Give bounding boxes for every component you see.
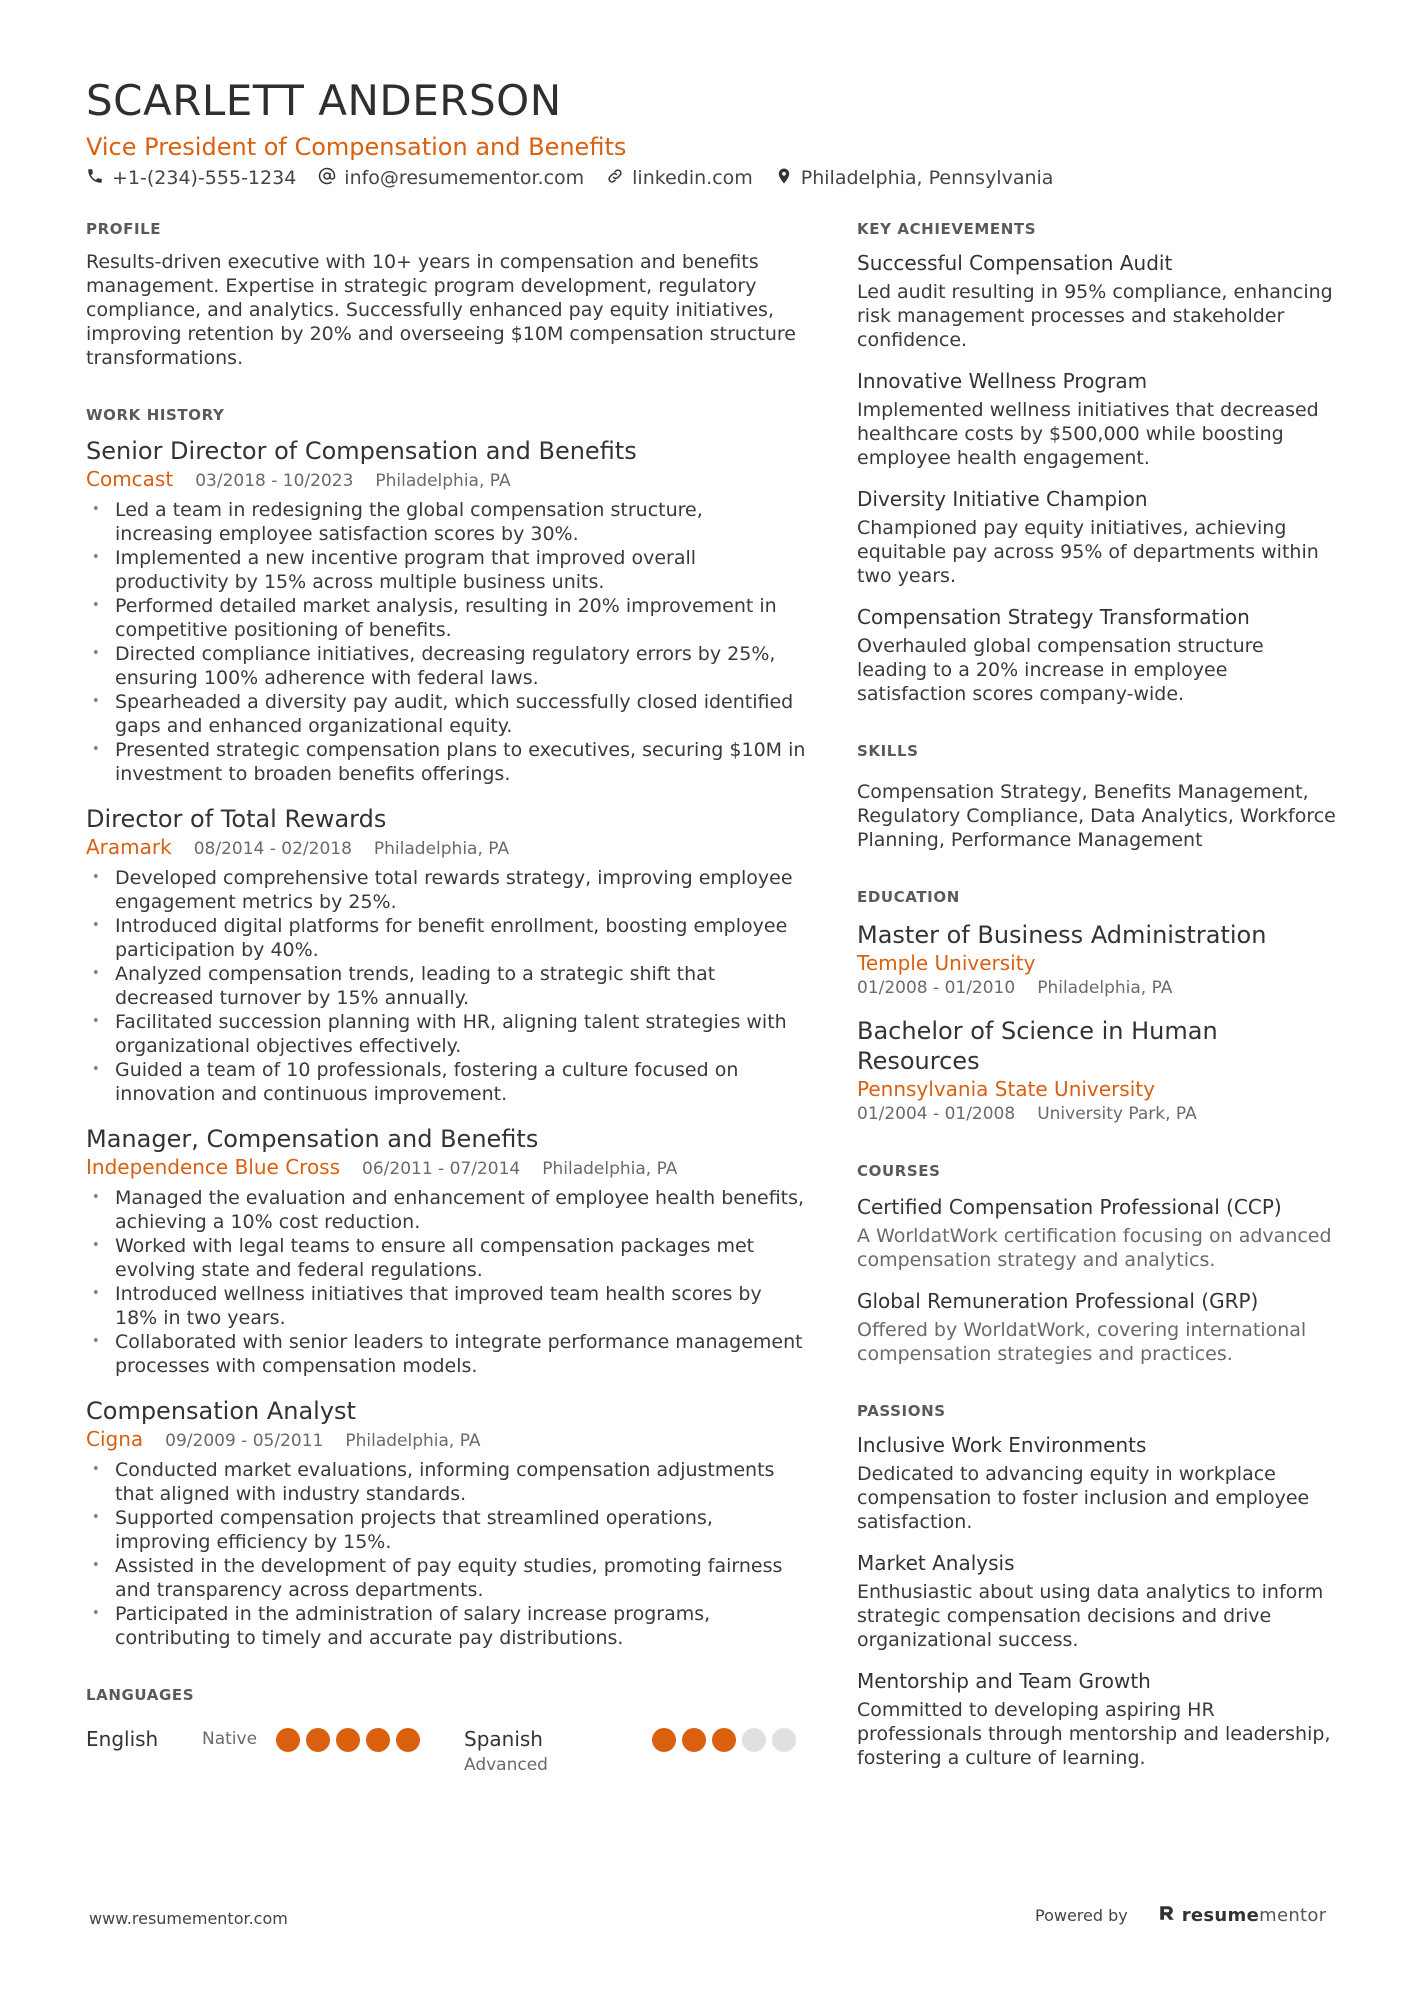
education-item (857, 920, 1337, 1000)
job-company: Cigna (86, 1427, 144, 1451)
right-column (857, 220, 1337, 1770)
passion-item (857, 1668, 1337, 1770)
rating-dot-filled (652, 1728, 676, 1752)
list-item: • Developed comprehensive total rewards strategy, improving employee engagement metrics by 25%. (86, 866, 806, 914)
job-location: Philadelphia, PA (345, 1431, 481, 1451)
education-school: Pennsylvania State University (857, 1077, 1155, 1101)
language-item (464, 1726, 806, 1778)
candidate-name: SCARLETT ANDERSON (86, 76, 562, 125)
brand-logo[interactable] (1158, 1904, 1327, 1927)
course-title: Certified Compensation Professional (CCP) (857, 1195, 1282, 1219)
passion-desc: Committed to developing aspiring HR professionals through mentorship and leadership, fostering a culture of learning. (857, 1699, 1331, 1769)
job-location: Philadelphia, PA (375, 471, 511, 491)
section-heading: SKILLS (857, 742, 919, 760)
rating-dot-filled (682, 1728, 706, 1752)
rating-dot-filled (336, 1728, 360, 1752)
job-title: Director of Total Rewards (86, 805, 387, 833)
list-item: • Worked with legal teams to ensure all compensation packages met evolving state and federal regulations. (86, 1234, 806, 1282)
passion-title: Inclusive Work Environments (857, 1433, 1147, 1457)
achievement-desc: Implemented wellness initiatives that decreased healthcare costs by $500,000 while boosting employee health engagement. (857, 399, 1319, 469)
education-location: Philadelphia, PA (1037, 978, 1173, 998)
job-bullets (86, 1458, 806, 1650)
education-location: University Park, PA (1037, 1104, 1197, 1124)
profile-text: Results-driven executive with 10+ years in compensation and benefits management. Expertise in strategic program development, regulatory compliance, and analytics. Successfully enhanced pay equity initiatives, improving retention by 20% and overseeing $10M compensation structure transformations. (86, 251, 796, 369)
left-column (86, 220, 806, 1778)
list-item: • Facilitated succession planning with HR, aligning talent strategies with organizational objectives effectively. (86, 1010, 806, 1058)
brand-name-bold: resume (1181, 1905, 1260, 1926)
education-meta (857, 976, 1337, 1000)
list-item: • Introduced wellness initiatives that improved team health scores by 18% in two years. (86, 1282, 806, 1330)
achievement-desc: Overhauled global compensation structure leading to a 20% increase in employee satisfaction scores company-wide. (857, 635, 1264, 705)
job-title: Compensation Analyst (86, 1397, 356, 1425)
contact-bar (86, 165, 1053, 191)
section-heading: LANGUAGES (86, 1686, 195, 1704)
course-title: Global Remuneration Professional (GRP) (857, 1289, 1259, 1313)
link-icon (606, 167, 624, 190)
job-bullets (86, 1186, 806, 1378)
achievement-desc: Led audit resulting in 95% compliance, enhancing risk management processes and stakeholder confidence. (857, 281, 1333, 351)
language-name: English (86, 1727, 159, 1751)
passion-item (857, 1432, 1337, 1534)
achievement-title: Successful Compensation Audit (857, 251, 1173, 275)
email-text: info@resumementor.com (344, 167, 585, 189)
achievement-desc: Championed pay equity initiatives, achieving equitable pay across 95% of departments within two years. (857, 517, 1319, 587)
phone-icon (86, 167, 104, 190)
linkedin-text: linkedin.com (632, 167, 753, 189)
contact-phone[interactable] (86, 167, 296, 190)
list-item: • Guided a team of 10 professionals, fostering a culture focused on innovation and continuous improvement. (86, 1058, 806, 1106)
job-entry (86, 1124, 806, 1378)
list-item: • Directed compliance initiatives, decreasing regulatory errors by 25%, ensuring 100% adherence with federal laws. (86, 642, 806, 690)
passions-section (857, 1402, 1337, 1770)
passion-desc: Enthusiastic about using data analytics to inform strategic compensation decisions and drive organizational success. (857, 1581, 1324, 1651)
job-bullets (86, 498, 806, 786)
achievement-item (857, 250, 1337, 352)
rating-dot-filled (396, 1728, 420, 1752)
language-level: Native (202, 1729, 258, 1749)
list-item: • Managed the evaluation and enhancement of employee health benefits, achieving a 10% cost reduction. (86, 1186, 806, 1234)
list-item: • Led a team in redesigning the global compensation structure, increasing employee satisfaction scores by 30%. (86, 498, 806, 546)
job-entry (86, 1396, 806, 1650)
list-item: • Performed detailed market analysis, resulting in 20% improvement in competitive positioning of benefits. (86, 594, 806, 642)
job-title: Manager, Compensation and Benefits (86, 1125, 539, 1153)
achievement-item (857, 604, 1337, 706)
location-text: Philadelphia, Pennsylvania (800, 167, 1054, 189)
section-heading: COURSES (857, 1162, 941, 1180)
list-item: • Collaborated with senior leaders to integrate performance management processes with compensation models. (86, 1330, 806, 1378)
education-section (857, 888, 1337, 1126)
list-item: • Implemented a new incentive program that improved overall productivity by 15% across multiple business units. (86, 546, 806, 594)
job-dates: 08/2014 - 02/2018 (193, 839, 352, 859)
footer-brand (1035, 1904, 1326, 1927)
section-heading: KEY ACHIEVEMENTS (857, 220, 1037, 238)
job-company: Independence Blue Cross (86, 1155, 341, 1179)
section-heading: PROFILE (86, 220, 162, 238)
job-dates: 06/2011 - 07/2014 (362, 1159, 521, 1179)
skills-section (857, 742, 1337, 852)
language-list (86, 1726, 806, 1778)
location-pin-icon (775, 167, 793, 190)
achievements-section (857, 220, 1337, 706)
achievement-title: Innovative Wellness Program (857, 369, 1148, 393)
rating-dot-filled (712, 1728, 736, 1752)
job-entry (86, 804, 806, 1106)
rating-dot-empty (742, 1728, 766, 1752)
job-title: Senior Director of Compensation and Benefits (86, 437, 637, 465)
passion-title: Mentorship and Team Growth (857, 1669, 1151, 1693)
brand-mark-icon (1158, 1904, 1176, 1927)
language-level: Advanced (464, 1755, 548, 1775)
achievement-item (857, 368, 1337, 470)
language-rating (652, 1728, 796, 1752)
job-meta (86, 834, 806, 862)
passion-item (857, 1550, 1337, 1652)
rating-dot-filled (366, 1728, 390, 1752)
section-heading: EDUCATION (857, 888, 960, 906)
brand-name-light: mentor (1259, 1905, 1327, 1926)
contact-location (775, 167, 1054, 190)
education-dates: 01/2008 - 01/2010 (857, 978, 1016, 998)
list-item: • Participated in the administration of salary increase programs, contributing to timely and accurate pay distributions. (86, 1602, 806, 1650)
powered-by-text: Powered by (1035, 1906, 1128, 1925)
education-school: Temple University (857, 951, 1036, 975)
list-item: • Assisted in the development of pay equity studies, promoting fairness and transparency across departments. (86, 1554, 806, 1602)
language-name: Spanish (464, 1727, 543, 1751)
list-item: • Introduced digital platforms for benefit enrollment, boosting employee participation by 40%. (86, 914, 806, 962)
rating-dot-empty (772, 1728, 796, 1752)
at-icon (318, 167, 336, 190)
job-bullets (86, 866, 806, 1106)
passion-title: Market Analysis (857, 1551, 1015, 1575)
rating-dot-filled (306, 1728, 330, 1752)
passion-desc: Dedicated to advancing equity in workplace compensation to foster inclusion and employee satisfaction. (857, 1463, 1310, 1533)
achievement-title: Diversity Initiative Champion (857, 487, 1148, 511)
job-dates: 03/2018 - 10/2023 (195, 471, 354, 491)
education-dates: 01/2004 - 01/2008 (857, 1104, 1016, 1124)
rating-dot-filled (276, 1728, 300, 1752)
education-degree: Master of Business Administration (857, 921, 1267, 949)
list-item: • Presented strategic compensation plans to executives, securing $10M in investment to broaden benefits offerings. (86, 738, 806, 786)
brand-name (1182, 1905, 1327, 1926)
courses-section (857, 1162, 1337, 1366)
course-item (857, 1194, 1337, 1272)
contact-linkedin[interactable] (606, 167, 753, 190)
candidate-title: Vice President of Compensation and Benefits (86, 133, 627, 161)
education-item (857, 1016, 1337, 1126)
job-dates: 09/2009 - 05/2011 (165, 1431, 324, 1451)
education-meta (857, 1102, 1337, 1126)
languages-section (86, 1686, 806, 1778)
course-item (857, 1288, 1337, 1366)
skills-text: Compensation Strategy, Benefits Management, Regulatory Compliance, Data Analytics, Workforce Planning, Performance Management (857, 781, 1336, 851)
work-section (86, 406, 806, 1650)
education-degree: Bachelor of Science in Human Resources (857, 1017, 1218, 1075)
list-item: • Analyzed compensation trends, leading to a strategic shift that decreased turnover by 15% annually. (86, 962, 806, 1010)
section-heading: WORK HISTORY (86, 406, 225, 424)
job-company: Aramark (86, 835, 172, 859)
job-location: Philadelphia, PA (542, 1159, 678, 1179)
job-company: Comcast (86, 467, 174, 491)
list-item: • Spearheaded a diversity pay audit, which successfully closed identified gaps and enhanced organizational equity. (86, 690, 806, 738)
footer-website[interactable]: www.resumementor.com (89, 1909, 288, 1928)
profile-section (86, 220, 806, 370)
job-meta (86, 466, 806, 494)
list-item: • Conducted market evaluations, informing compensation adjustments that aligned with industry standards. (86, 1458, 806, 1506)
contact-email[interactable] (318, 167, 584, 190)
phone-text: +1-(234)-555-1234 (112, 167, 297, 189)
job-meta (86, 1426, 806, 1454)
job-entry (86, 436, 806, 786)
achievement-item (857, 486, 1337, 588)
job-location: Philadelphia, PA (373, 839, 510, 859)
course-desc: Offered by WorldatWork, covering international compensation strategies and practices. (857, 1319, 1307, 1365)
list-item: • Supported compensation projects that streamlined operations, improving efficiency by 15%. (86, 1506, 806, 1554)
achievement-title: Compensation Strategy Transformation (857, 605, 1250, 629)
language-text (464, 1726, 652, 1778)
job-meta (86, 1154, 806, 1182)
section-heading: PASSIONS (857, 1402, 946, 1420)
language-item (86, 1726, 464, 1752)
course-desc: A WorldatWork certification focusing on advanced compensation strategy and analytics. (857, 1225, 1332, 1271)
language-rating (276, 1728, 420, 1752)
